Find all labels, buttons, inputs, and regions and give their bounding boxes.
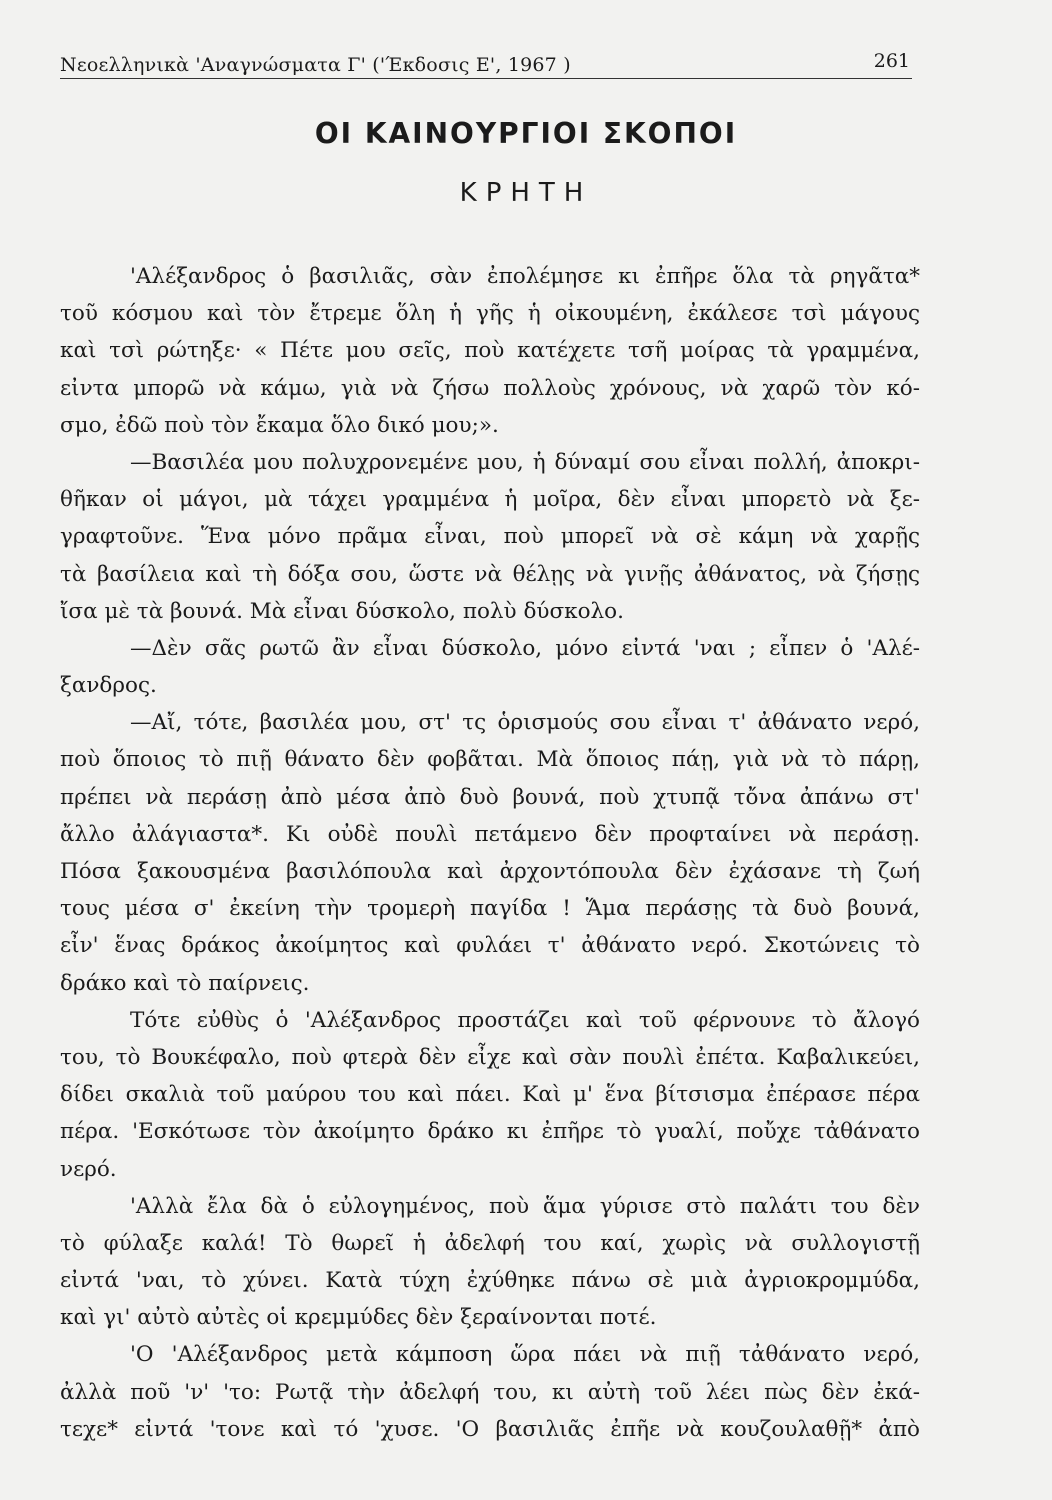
chapter-subtitle: ΚΡΗΤΗ <box>459 178 593 208</box>
text-line: —Βασιλέα μου πολυχρονεμένε μου, ἡ δύναμί σου εἶναι πολλή, ἀποκρι- <box>130 449 920 475</box>
text-line: δράκο καὶ τὸ παίρνεις. <box>60 970 310 996</box>
text-line: εἰντά 'ναι, τὸ χύνει. Κατὰ τύχη ἐχύθηκε πάνω σὲ μιὰ ἀγριοκρομμύδα, <box>60 1268 920 1294</box>
text-line: νερό. <box>60 1156 117 1182</box>
chapter-title: ΟΙ ΚΑΙΝΟΥΡΓΙΟΙ ΣΚΟΠΟΙ <box>314 117 738 150</box>
text-line: 'Αλλὰ ἔλα δὰ ὁ εὐλογημένος, ποὺ ἅμα γύρισε στὸ παλάτι του δὲν <box>130 1193 920 1219</box>
text-line: εἶν' ἕνας δράκος ἀκοίμητος καὶ φυλάει τ' ἀθάνατο νερό. Σκοτώνεις τὸ <box>60 933 920 959</box>
text-line: Τότε εὐθὺς ὁ 'Αλέξανδρος προστάζει καὶ τοῦ φέρνουνε τὸ ἄλογό <box>130 1007 920 1033</box>
text-line: τοῦ κόσμου καὶ τὸν ἔτρεμε ὅλη ἡ γῆς ἡ οἰκουμένη, ἐκάλεσε τσὶ μάγους <box>60 301 920 327</box>
text-line: —Δὲν σᾶς ρωτῶ ἂν εἶναι δύσκολο, μόνο εἰντά 'ναι ; εἶπεν ὁ 'Αλέ- <box>130 635 920 661</box>
running-title: Νεοελληνικὰ 'Αναγνώσματα Γ' ('Έκδοσις Ε', 1967 ) <box>60 54 571 76</box>
page-number: 261 <box>873 50 910 72</box>
text-line: ἀλλὰ ποῦ 'ν' 'το: Ρωτᾷ τὴν ἀδελφή του, κι αὐτὴ τοῦ λέει πὼς δὲν ἐκά- <box>60 1379 920 1405</box>
text-line: τὸ φύλαξε καλά! Τὸ θωρεῖ ἡ ἀδελφή του καί, χωρὶς νὰ συλλογιστῇ <box>60 1230 920 1256</box>
text-line: του, τὸ Βουκέφαλο, ποὺ φτερὰ δὲν εἶχε καὶ σὰν πουλὶ ἐπέτα. Καβαλικεύει, <box>60 1044 920 1070</box>
text-line: Πόσα ξακουσμένα βασιλόπουλα καὶ ἀρχοντόπουλα δὲν ἐχάσανε τὴ ζωή <box>60 859 920 884</box>
text-line: 'Αλέξανδρος ὁ βασιλιᾶς, σὰν ἐπολέμησε κι ἐπῆρε ὅλα τὰ ρηγᾶτα* <box>130 264 920 289</box>
text-line: ποὺ ὅποιος τὸ πιῇ θάνατο δὲν φοβᾶται. Μὰ ὅποιος πάῃ, γιὰ νὰ τὸ πάρῃ, <box>60 747 920 773</box>
text-line: ἴσα μὲ τὰ βουνά. Μὰ εἶναι δύσκολο, πολὺ δύσκολο. <box>60 598 624 624</box>
text-line: πρέπει νὰ περάσῃ ἀπὸ μέσα ἀπὸ δυὸ βουνά, ποὺ χτυπᾷ τὄνα ἀπάνω στ' <box>60 784 920 810</box>
text-line: —Αἴ, τότε, βασιλέα μου, στ' τς ὁρισμούς σου εἶναι τ' ἀθάνατο νερό, <box>130 710 920 736</box>
text-line: καὶ γι' αὐτὸ αὐτὲς οἱ κρεμμύδες δὲν ξεραίνονται ποτέ. <box>60 1305 657 1331</box>
text-line: τὰ βασίλεια καὶ τὴ δόξα σου, ὥστε νὰ θέλῃς νὰ γινῇς ἀθάνατος, νὰ ζήσῃς <box>60 561 920 587</box>
text-line: εἰντα μπορῶ νὰ κάμω, γιὰ νὰ ζήσω πολλοὺς χρόνους, νὰ χαρῶ τὸν κό- <box>60 375 920 401</box>
text-line: καὶ τσὶ ρώτηξε· « Πέτε μου σεῖς, ποὺ κατέχετε τσῆ μοίρας τὰ γραμμένα, <box>60 338 920 364</box>
text-line: τεχε* εἰντά 'τονε καὶ τό 'χυσε. 'Ο βασιλιᾶς ἐπῆε νὰ κουζουλαθῇ* ἀπὸ <box>60 1416 920 1442</box>
text-line: γραφτοῦνε. Ἕνα μόνο πρᾶμα εἶναι, ποὺ μπορεῖ νὰ σὲ κάμη νὰ χαρῇς <box>60 524 920 550</box>
running-header <box>60 44 912 79</box>
text-line: θῆκαν οἱ μάγοι, μὰ τάχει γραμμένα ἡ μοῖρα, δὲν εἶναι μπορετὸ νὰ ξε- <box>60 487 920 513</box>
text-line: σμο, ἐδῶ ποὺ τὸν ἔκαμα ὅλο δικό μου;». <box>60 412 499 438</box>
text-line: τους μέσα σ' ἐκείνη τὴν τρομερὴ παγίδα ! Ἅμα περάσῃς τὰ δυὸ βουνά, <box>60 896 920 922</box>
text-line: ἄλλο ἀλάγιαστα*. Κι οὐδὲ πουλὶ πετάμενο δὲν προφταίνει νὰ περάσῃ. <box>60 821 920 847</box>
text-line: ξανδρος. <box>60 673 157 699</box>
text-line: πέρα. 'Εσκότωσε τὸν ἀκοίμητο δράκο κι ἐπῆρε τὸ γυαλί, ποὔχε τἀθάνατο <box>60 1119 920 1145</box>
body-text <box>60 258 920 1448</box>
text-line: 'Ο 'Αλέξανδρος μετὰ κάμποση ὥρα πάει νὰ πιῇ τἀθάνατο νερό, <box>130 1342 920 1368</box>
text-line: δίδει σκαλιὰ τοῦ μαύρου του καὶ πάει. Καὶ μ' ἕνα βίτσισμα ἐπέρασε πέρα <box>60 1082 920 1108</box>
